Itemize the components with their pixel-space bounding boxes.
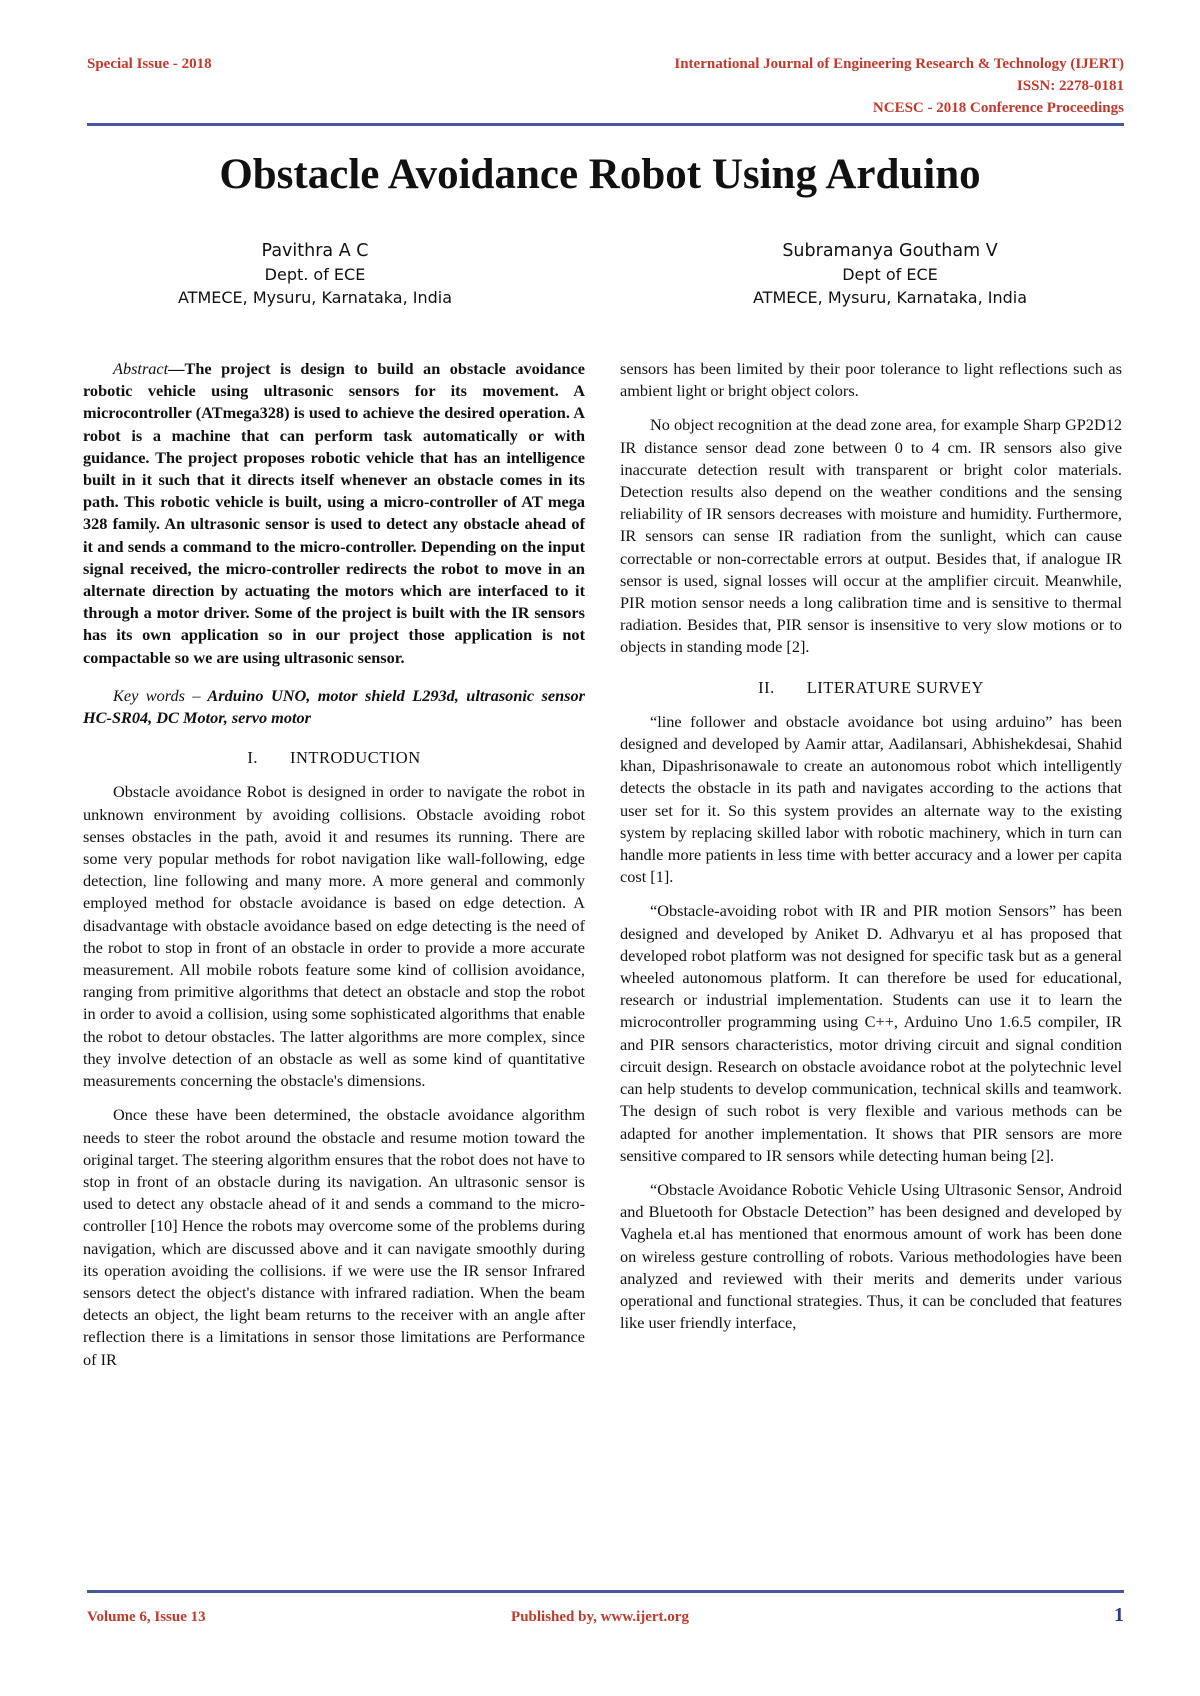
- author-affiliation: ATMECE, Mysuru, Karnataka, India: [752, 288, 1028, 307]
- literature-paragraph-3: “Obstacle Avoidance Robotic Vehicle Using Ultrasonic Sensor, Android and Bluetooth for Obstacle Detection” has been designed and developed by Vaghela et.al has mentioned that enormous amount of work has been done on wireless gesture controlling of robots. Various methodologies have been analyzed and reviewed with their merits and demerits under various operational and functional strategies. Thus, it can be concluded that features like user friendly interface,: [620, 1179, 1122, 1333]
- author-block-1: [105, 240, 525, 309]
- abstract: [83, 358, 585, 669]
- intro-paragraph-2: Once these have been determined, the obstacle avoidance algorithm needs to steer the robot around the obstacle and resume motion toward the original target. The steering algorithm ensures that the robot does not have to stop in front of an obstacle during its navigation. An ultrasonic sensor is used to detect any obstacle ahead of it and sends a command to the micro-controller [10] Hence the robots may overcome some of the problems during navigation, which are discussed above and it can navigate smoothly during its operation avoiding the collisions. if we were use the IR sensor Infrared sensors detect the object's distance with infrared radiation. When the beam detects an object, the light beam returns to the receiver with an angle after reflection there is a limitations in sensor those limitations are Performance of IR: [83, 1105, 585, 1369]
- paper-title: Obstacle Avoidance Robot Using Arduino: [219, 151, 981, 198]
- conference-name: NCESC - 2018 Conference Proceedings: [872, 100, 1124, 116]
- literature-paragraph-1: “line follower and obstacle avoidance bot using arduino” has been designed and developed by Aamir attar, Aadilansari, Abhishekdesai, Shahid khan, Dipashrisonawale to create an autonomous robot which intelligently detects the obstacle in its path and navigates according to the actions that user set for it. So this system provides an alternate way to the existing system by replacing skilled labor with robotic machinery, which in turn can handle more patients in less time with better accuracy and a lower per capita cost [1].: [620, 711, 1122, 887]
- literature-paragraph-2: “Obstacle-avoiding robot with IR and PIR motion Sensors” has been designed and developed by Aniket D. Adhvaryu et al has proposed that developed robot platform was not designed for specific task but as a general wheeled autonomous platform. It can therefore be used for educational, research or industrial implementation. Students can use it to learn the microcontroller programming using C++, Arduino Uno 1.6.5 compiler, IR and PIR sensors characteristics, motor driving circuit and signal condition circuit design. Research on obstacle avoidance robot at the polytechnic level can help students to develop communication, technical skills and teamwork. The design of such robot is very flexible and various methods can be adapted for another implementation. It shows that PIR sensors are more sensitive compared to IR sensors while detecting human being [2].: [620, 901, 1122, 1165]
- author-name: Subramanya Goutham V: [782, 241, 998, 261]
- continued-paragraph: sensors has been limited by their poor tolerance to light reflections such as ambient light or bright object colors.: [620, 359, 1122, 401]
- left-column: [83, 358, 585, 1383]
- dead-zone-paragraph: No object recognition at the dead zone area, for example Sharp GP2D12 IR distance sensor dead zone between 0 to 4 cm. IR sensors also give inaccurate detection result with transparent or bright color materials. Detection results also depend on the weather conditions and the sensing reliability of IR sensors decreases with moisture and humidity. Furthermore, IR sensors can sense IR radiation from the sunlight, which can cause correctable or non-correctable errors at output. Besides that, if analogue IR sensor is used, signal losses will occur at the amplifier circuit. Meanwhile, PIR motion sensor needs a long calibration time and is sensitive to thermal radiation. Besides that, PIR sensor is insensitive to very slow motions or to objects in standing mode [2].: [620, 415, 1122, 657]
- page-number: 1: [1114, 1604, 1124, 1626]
- issn: ISSN: 2278-0181: [1016, 78, 1124, 94]
- keywords-label: Key words –: [113, 685, 201, 705]
- header-divider: [87, 123, 1124, 126]
- footer-volume: Volume 6, Issue 13: [87, 1609, 206, 1625]
- author-block-2: [680, 240, 1100, 309]
- journal-name: International Journal of Engineering Research & Technology (IJERT): [674, 56, 1124, 72]
- header-journal-info: [674, 53, 1124, 119]
- author-affiliation: ATMECE, Mysuru, Karnataka, India: [177, 288, 453, 307]
- section-heading-introduction: I. INTRODUCTION: [247, 748, 421, 768]
- abstract-label: Abstract: [113, 359, 169, 378]
- abstract-text: —The project is design to build an obstacle avoidance robotic vehicle using ultrasonic sensors for its movement. A microcontroller (ATmega328) is used to achieve the desired operation. A robot is a machine that can perform task automatically or with guidance. The project proposes robotic vehicle that has an intelligence built in it such that it directs itself whenever an obstacle comes in its path. This robotic vehicle is built, using a micro-controller of AT mega 328 family. An ultrasonic sensor is used to detect any obstacle ahead of it and sends a command to the micro-controller. Depending on the input signal received, the micro-controller redirects the robot to move in an alternate direction by actuating the motors which are interfaced to it through a motor driver. Some of the project is built with the IR sensors has its own application so in our project those application is not compactable so we are using ultrasonic sensor.: [83, 359, 585, 667]
- right-column: [620, 358, 1122, 1346]
- intro-paragraph-1: Obstacle avoidance Robot is designed in order to navigate the robot in unknown environment by avoiding collisions. Obstacle avoiding robot senses obstacles in the path, avoid it and resumes its running. There are some very popular methods for robot navigation like wall-following, edge detection, line following and many more. A more general and commonly employed method for obstacle avoidance is based on edge detection. A disadvantage with obstacle avoidance based on edge detecting is the need of the robot to stop in front of an obstacle in order to provide a more accurate measurement. All mobile robots feature some kind of collision avoidance, ranging from primitive algorithms that detect an obstacle and stop the robot in order to avoid a collision, using some sophisticated algorithms that enable the robot to detour obstacles. The latter algorithms are more complex, since they involve detection of an obstacle as well as some kind of quantitative measurements concerning the obstacle's dimensions.: [83, 782, 585, 1091]
- keywords: [83, 685, 585, 729]
- header-special-issue: Special Issue - 2018: [87, 56, 212, 72]
- section-heading-literature-survey: II. LITERATURE SURVEY: [758, 677, 984, 697]
- author-dept: Dept. of ECE: [264, 265, 366, 284]
- author-name: Pavithra A C: [261, 241, 369, 261]
- footer-publisher: Published by, www.ijert.org: [511, 1609, 689, 1625]
- keywords-text: Arduino UNO, motor shield L293d, ultrasonic sensor HC-SR04, DC Motor, servo motor: [83, 685, 585, 728]
- author-dept: Dept of ECE: [842, 265, 938, 284]
- footer-divider: [87, 1590, 1124, 1593]
